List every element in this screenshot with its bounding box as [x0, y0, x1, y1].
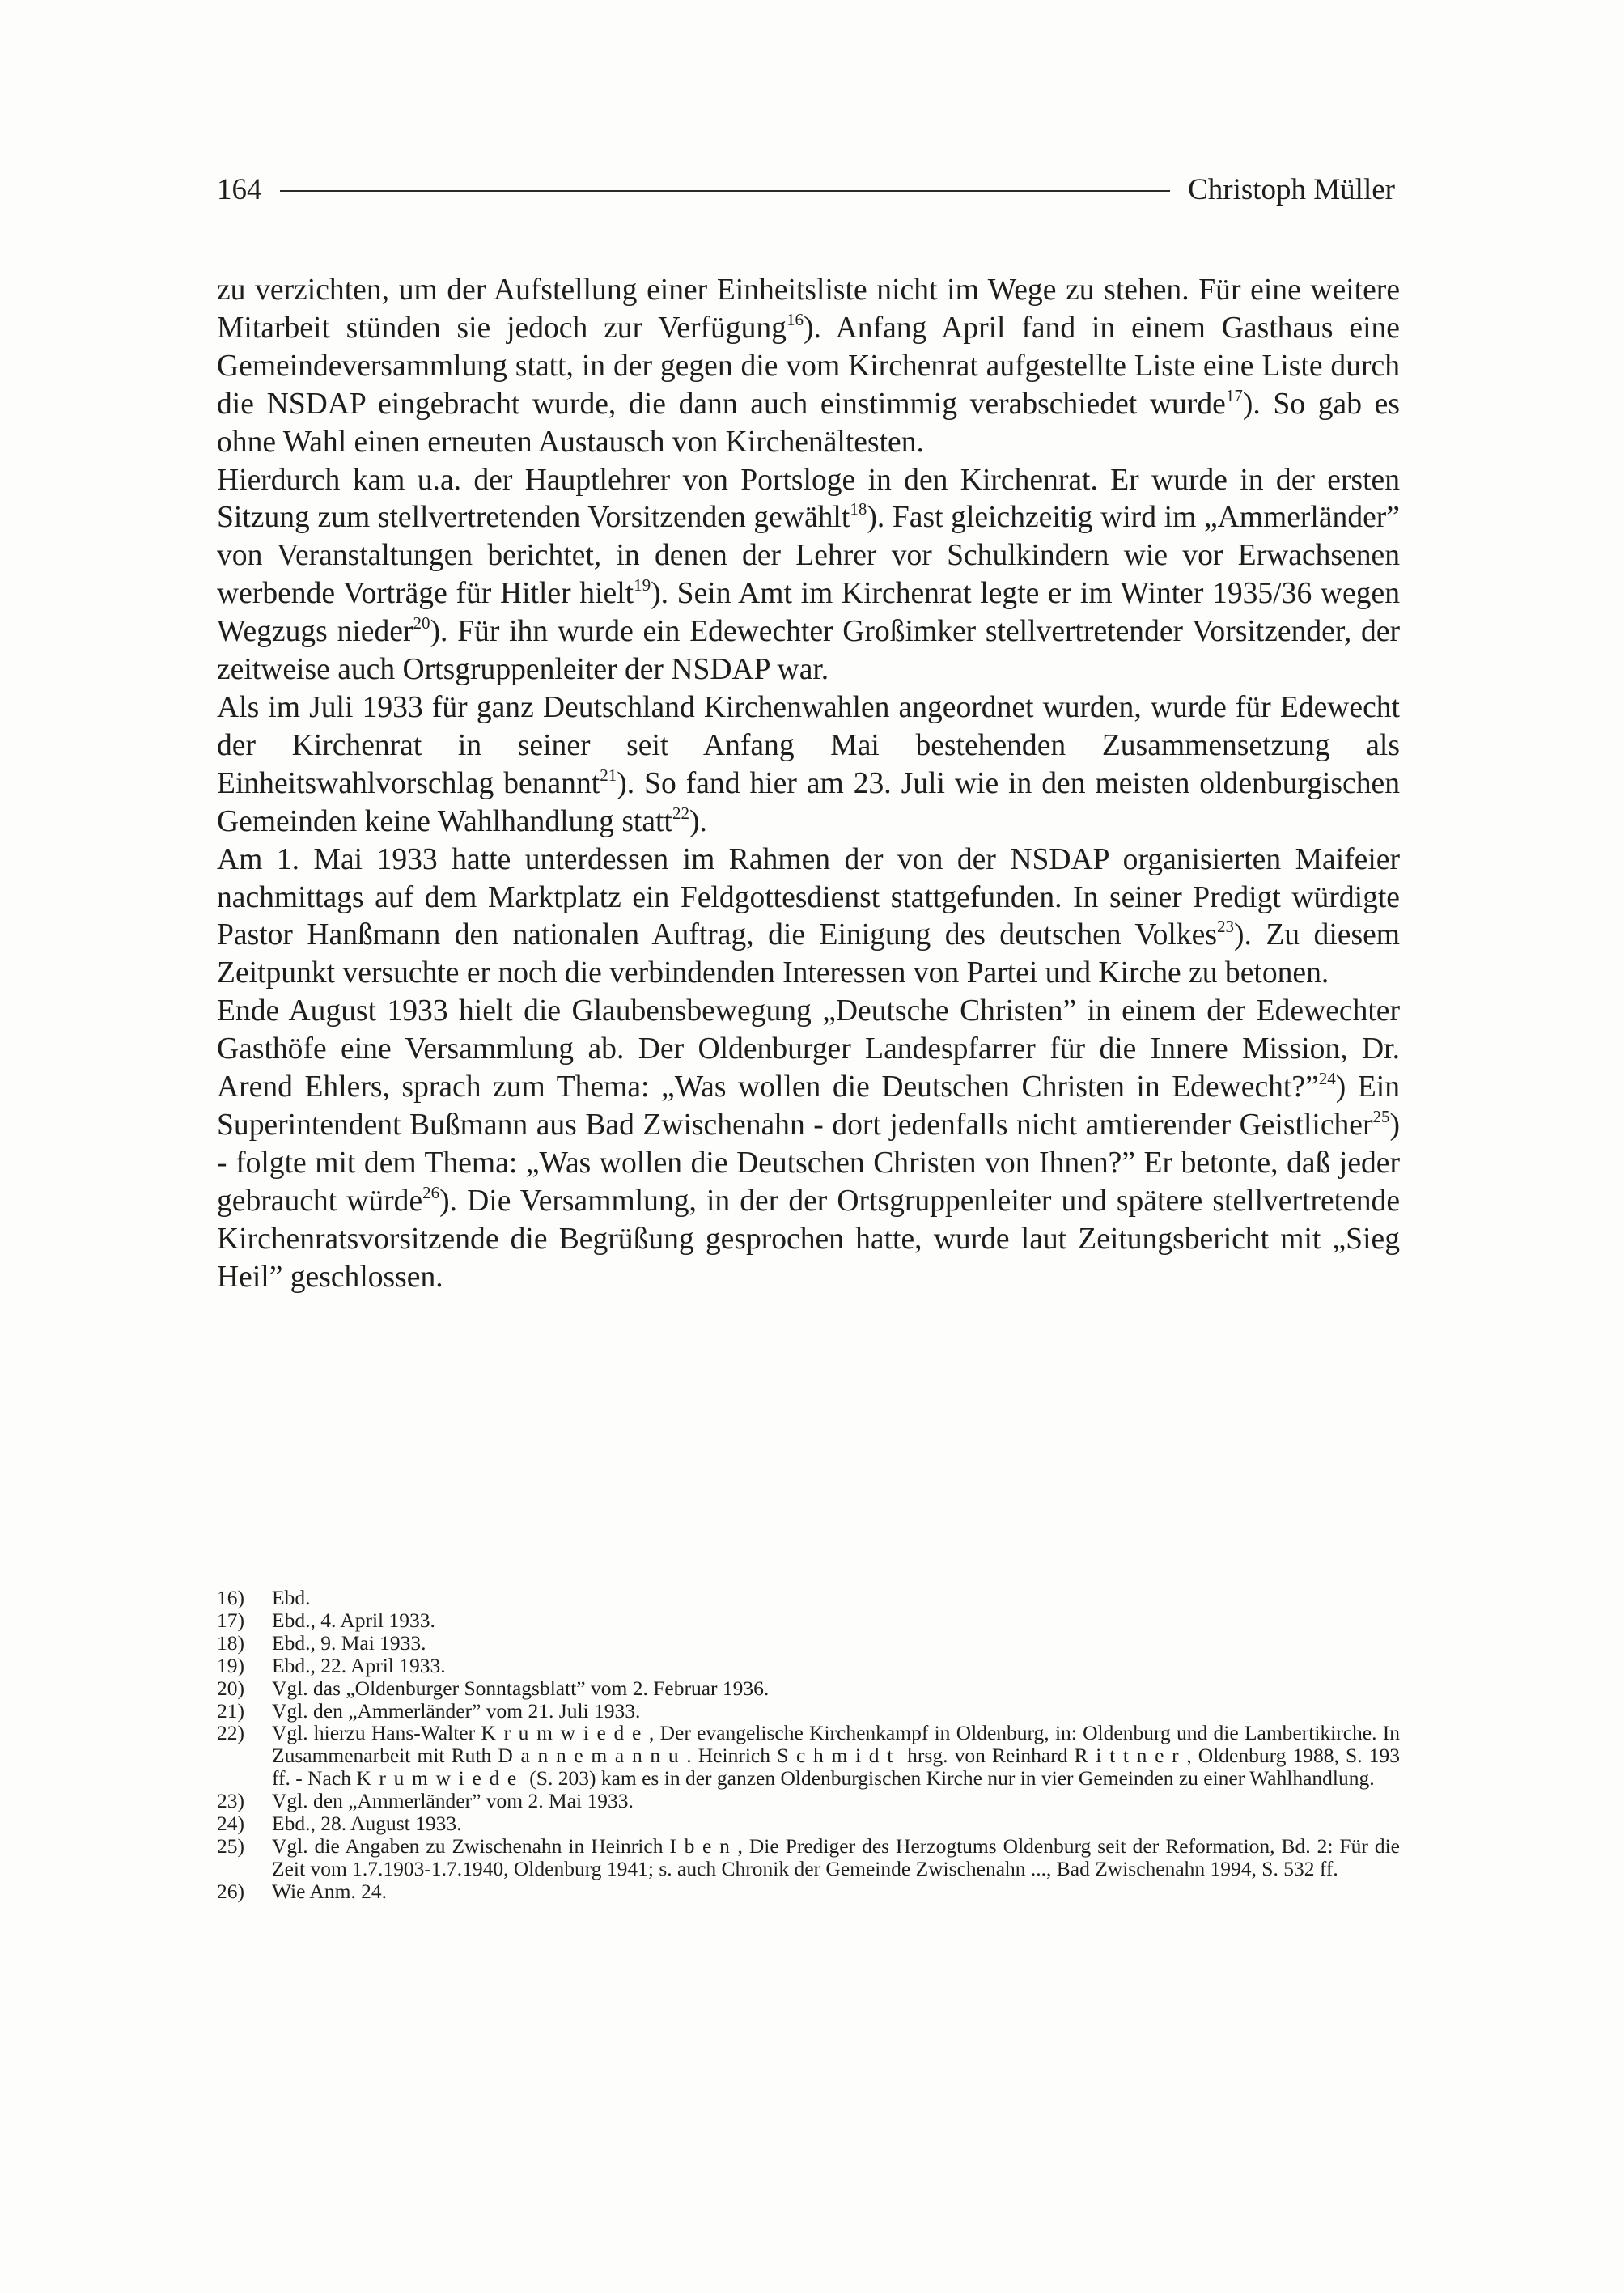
footnote-ref: 25 [1372, 1106, 1390, 1126]
header-rule [280, 190, 1171, 192]
paragraph-text: ). So gab es ohne Wahl einen erneuten Austausch von Kirchenältesten. [217, 387, 1400, 459]
footnote-text-run: Vgl. die Angaben zu Zwischenahn in Heinrich [272, 1833, 670, 1858]
paragraph-text: Ende August 1933 hielt die Glaubensbewegung „Deutsche Christen” in einem der Edewechter Gasthöfe eine Versammlung ab. Der Oldenburger Landespfarrer für die Innere Mission, Dr. Arend Ehlers, sprach zum Thema: „Was wollen die Deutschen Christen in Edewecht?” [217, 994, 1400, 1104]
footnote-ref: 23 [1216, 917, 1234, 937]
footnote [217, 1632, 1400, 1655]
footnote-number: 23) [217, 1789, 244, 1813]
footnote-text-run: , Der evangelische Kirchenkampf in Oldenburg, in: Oldenburg und die Lambertikirche. In Zusammenarbeit mit Ruth [272, 1721, 1401, 1768]
footnote [217, 1587, 1400, 1609]
footnote [217, 1677, 1400, 1700]
footnote [217, 1835, 1400, 1880]
body-text [217, 272, 1400, 1296]
spaced-author-name: Krumwiede [356, 1766, 524, 1791]
footnote-text [272, 1700, 1400, 1723]
paragraph-text: ). Fast gleichzeitig wird im „Ammerländer” von Veranstaltungen berichtet, in denen der Lehrer vor Schulkindern wie vor Erwachsenen werbende Vorträge für Hitler hielt [217, 501, 1400, 611]
footnote-number: 24) [217, 1812, 244, 1836]
footnote-text [272, 1609, 1400, 1632]
footnote-text [272, 1790, 1400, 1812]
footnote-text-run: Ebd., 28. August 1933. [272, 1812, 462, 1836]
footnote [217, 1812, 1400, 1835]
footnote-text-run: Ebd., 4. April 1933. [272, 1608, 435, 1632]
spaced-author-name: Dannemannu [498, 1744, 687, 1768]
footnote-text [272, 1655, 1400, 1677]
footnote-text-run: Vgl. den „Ammerländer” vom 2. Mai 1933. [272, 1789, 634, 1813]
footnote-number: 20) [217, 1676, 244, 1700]
footnote-ref: 26 [422, 1182, 440, 1202]
paragraph-text: Als im Juli 1933 für ganz Deutschland Kirchenwahlen angeordnet wurden, wurde für Edewecht der Kirchenrat in seiner seit Anfang Mai bestehenden Zusammensetzung als Einheitswahlvorschlag benannt [217, 690, 1400, 800]
footnote [217, 1609, 1400, 1632]
footnote-number: 18) [217, 1630, 244, 1655]
footnote-number: 19) [217, 1653, 244, 1677]
footnote-text-run: Ebd., 22. April 1933. [272, 1653, 446, 1677]
paragraph-text: ) - folgte mit dem Thema: „Was wollen die Deutschen Christen von Ihnen?” Er betonte, daß jeder gebraucht würde [217, 1108, 1400, 1218]
footnote-text-run: Wie Anm. 24. [272, 1879, 388, 1903]
paragraph-text: Hierdurch kam u.a. der Hauptlehrer von Portsloge in den Kirchenrat. Er wurde in der ersten Sitzung zum stellvertretenden Vorsitzenden gewählt [217, 463, 1400, 535]
footnote [217, 1700, 1400, 1723]
footnote-text-run: Vgl. das „Oldenburger Sonntagsblatt” vom 2. Februar 1936. [272, 1676, 770, 1700]
paragraph-text: ). [689, 804, 707, 838]
footnote-ref: 16 [786, 309, 804, 329]
paragraph-text: ). Zu diesem Zeitpunkt versuchte er noch die verbindenden Interessen von Partei und Kirche zu betonen. [217, 918, 1400, 990]
footnote-text [272, 1835, 1400, 1880]
paragraph [217, 841, 1400, 994]
paragraph-text: ). Sein Amt im Kirchenrat legte er im Winter 1935/36 wegen Wegzugs nieder [217, 577, 1400, 649]
footnote-text-run: . Heinrich [686, 1744, 778, 1768]
footnote-number: 16) [217, 1586, 244, 1609]
footnotes [217, 1587, 1400, 1903]
paragraph-text: ) Ein Superintendent Bußmann aus Bad Zwischenahn - dort jedenfalls nicht amtierender Geistlicher [217, 1070, 1401, 1142]
paragraph [217, 689, 1400, 841]
footnote-text [272, 1722, 1400, 1790]
paragraph [217, 462, 1400, 689]
spaced-author-name: Iben [669, 1833, 738, 1858]
footnote-text-run: Vgl. den „Ammerländer” vom 21. Juli 1933. [272, 1698, 641, 1723]
spaced-author-name: Schmidt [777, 1744, 901, 1768]
paragraph-text: zu verzichten, um der Aufstellung einer Einheitsliste nicht im Wege zu stehen. Für eine weitere Mitarbeit stünden sie jedoch zur Verfügung [217, 273, 1400, 345]
footnote-ref: 21 [600, 765, 617, 785]
footnote-ref: 24 [1318, 1069, 1336, 1089]
footnote-text-run: (S. 203) kam es in der ganzen Oldenburgischen Kirche nur in vier Gemeinden zu einer Wahlhandlung. [524, 1766, 1375, 1791]
footnote-text-run: Ebd., 9. Mai 1933. [272, 1630, 426, 1655]
paragraph-text: ). Anfang April fand in einem Gasthaus eine Gemeindeversammlung statt, in der gegen die vom Kirchenrat aufgestellte Liste eine Liste durch die NSDAP eingebracht wurde, die dann auch einstimmig verabschiedet wurde [217, 311, 1400, 421]
footnote-number: 22) [217, 1721, 244, 1745]
footnote [217, 1790, 1400, 1812]
running-head [217, 167, 1395, 212]
footnote-ref: 22 [672, 803, 689, 823]
paragraph-text: Am 1. Mai 1933 hatte unterdessen im Rahmen der von der NSDAP organisierten Maifeier nachmittags auf dem Marktplatz ein Feldgottesdienst stattgefunden. In seiner Predigt würdigte Pastor Hanßmann den nationalen Auftrag, die Einigung des deutschen Volkes [217, 842, 1400, 952]
footnote-number: 21) [217, 1698, 244, 1723]
paragraph [217, 993, 1400, 1296]
footnote-text-run: Vgl. hierzu Hans-Walter [272, 1721, 481, 1745]
footnote-text [272, 1880, 1400, 1903]
footnote-text [272, 1587, 1400, 1609]
paragraph [217, 272, 1400, 462]
paragraph-text: ). Für ihn wurde ein Edewechter Großimker stellvertretender Vorsitzender, der zeitweise auch Ortsgruppenleiter der NSDAP war. [217, 615, 1400, 687]
footnote-text-run: Ebd. [272, 1586, 311, 1609]
footnote-ref: 17 [1225, 385, 1243, 405]
footnote-text-run: , Die Prediger des Herzogtums Oldenburg seit der Reformation, Bd. 2: Für die Zeit vom 1.7.1903-1.7.1940, Oldenburg 1941; s. auch Chronik der Gemeinde Zwischenahn ..., Bad Zwischenahn 1994, S. 532 ff. [272, 1833, 1400, 1880]
footnote-number: 26) [217, 1879, 244, 1903]
footnote-text [272, 1632, 1400, 1655]
spaced-author-name: Krumwiede [481, 1721, 649, 1745]
footnote-text-run: , Oldenburg 1988, S. 193 ff. - Nach [272, 1744, 1401, 1791]
spaced-author-name: Rittner [1074, 1744, 1187, 1768]
paragraph-text: ). Die Versammlung, in der der Ortsgruppenleiter und spätere stellvertretende Kirchenratsvorsitzende die Begrüßung gesprochen hatte, wurde laut Zeitungsbericht mit „Sieg Heil” geschlossen. [217, 1184, 1401, 1294]
footnote [217, 1880, 1400, 1903]
paragraph-text: ). So fand hier am 23. Juli wie in den meisten oldenburgischen Gemeinden keine Wahlhandlung statt [217, 766, 1400, 838]
footnote-text [272, 1677, 1400, 1700]
footnote [217, 1722, 1400, 1790]
footnote-number: 25) [217, 1833, 244, 1858]
footnote-ref: 18 [850, 499, 867, 519]
page-number: 164 [217, 172, 262, 206]
running-head-author: Christoph Müller [1188, 172, 1395, 206]
footnote-number: 17) [217, 1608, 244, 1632]
footnote-text-run: hrsg. von Reinhard [901, 1744, 1075, 1768]
footnote-ref: 19 [634, 575, 651, 596]
footnote-text [272, 1812, 1400, 1835]
footnote [217, 1655, 1400, 1677]
footnote-ref: 20 [413, 613, 430, 634]
